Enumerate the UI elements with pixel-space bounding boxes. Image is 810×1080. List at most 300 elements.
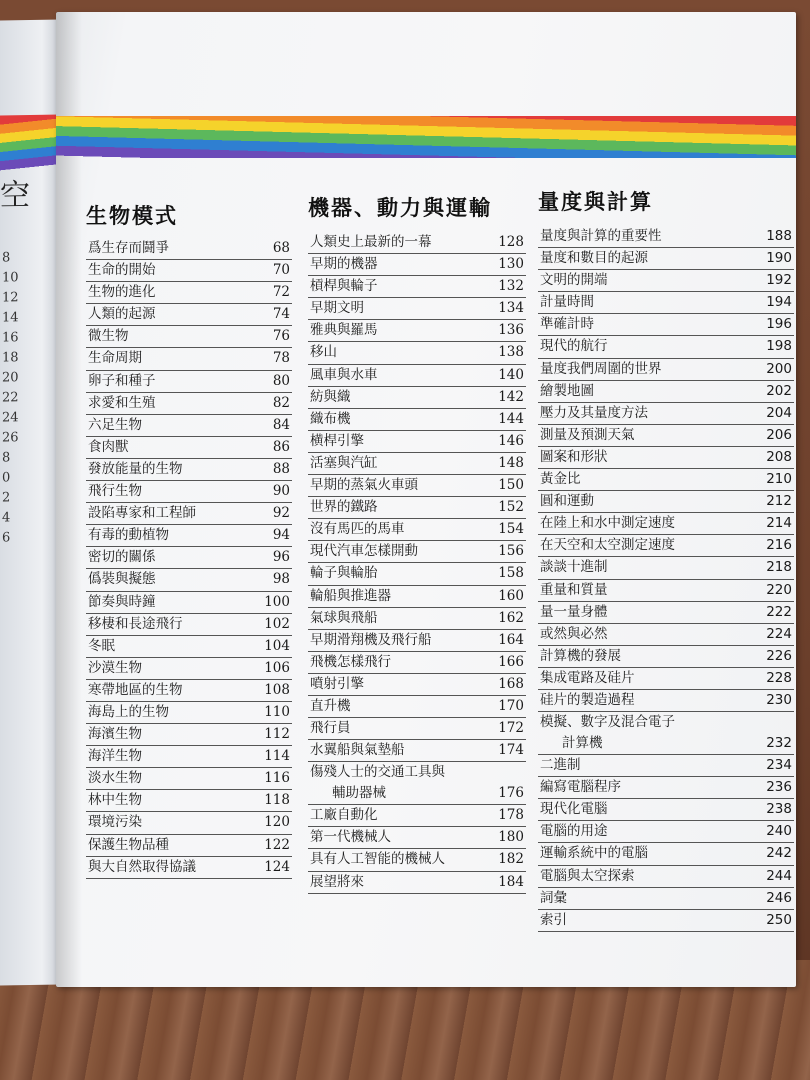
- toc-entry: [86, 260, 292, 282]
- entry-title: 測量及預測天氣: [540, 426, 635, 443]
- toc-entry: [86, 437, 292, 459]
- entry-page-number: 222: [766, 603, 792, 620]
- entry-page-number: 106: [264, 659, 290, 676]
- toc-entry: [308, 232, 526, 254]
- entry-page-number: 210: [766, 471, 792, 488]
- entry-title: 運輸系統中的電腦: [540, 845, 648, 862]
- toc-entry: [86, 658, 292, 680]
- toc-entry: [308, 805, 526, 827]
- entry-title: 生命周期: [88, 350, 142, 367]
- toc-entry: [86, 614, 292, 636]
- entry-page-number: 144: [498, 410, 524, 427]
- entry-page-number: 154: [498, 521, 524, 538]
- entry-title: 早期的蒸氣火車頭: [310, 477, 418, 494]
- entry-page-number: 100: [264, 593, 290, 610]
- entry-title: 現代化電腦: [540, 801, 608, 818]
- entry-title: 量度和數目的起源: [540, 250, 648, 267]
- toc-entry: [538, 336, 794, 358]
- entry-title: 與大自然取得協議: [88, 858, 196, 875]
- toc-entry: [538, 866, 794, 888]
- toc-entry: [538, 469, 794, 491]
- toc-entry: [538, 821, 794, 843]
- toc-entry: [538, 777, 794, 799]
- entry-title: 横桿引擎: [310, 432, 364, 449]
- entry-title: 淡水生物: [88, 770, 142, 787]
- section-machines: [308, 192, 526, 890]
- toc-entry: [86, 592, 292, 614]
- toc-entry: [308, 652, 526, 674]
- entry-page-number: 226: [766, 647, 792, 664]
- entry-title: 輪子與輪胎: [310, 565, 378, 582]
- left-page-numbers: [2, 248, 19, 548]
- toc-entry: [86, 326, 292, 348]
- toc-entry: [538, 425, 794, 447]
- entry-title: 量度與計算的重要性: [540, 228, 662, 244]
- entry-page-number: 132: [498, 278, 524, 295]
- toc-entry: [86, 371, 292, 393]
- toc-entry: [308, 365, 526, 387]
- entry-title: 求愛和生殖: [88, 394, 156, 411]
- entry-page-number: 208: [766, 448, 792, 465]
- entry-title: 海濱生物: [88, 726, 142, 743]
- toc-entry: [538, 270, 794, 292]
- toc-entry: [538, 557, 794, 579]
- entry-page-number: 96: [272, 549, 290, 566]
- entry-page-number: 232: [766, 735, 792, 752]
- entry-page-number: 220: [766, 581, 792, 598]
- entry-title: 沒有馬匹的馬車: [310, 521, 405, 538]
- entry-page-number: 74: [272, 306, 290, 323]
- entry-page-number: 138: [498, 344, 524, 361]
- entry-page-number: 70: [272, 262, 290, 279]
- entry-title: 設陷專家和工程師: [88, 505, 196, 522]
- toc-entry: [308, 254, 526, 276]
- entry-title: 移山: [310, 344, 337, 361]
- entry-page-number: 134: [498, 300, 524, 317]
- toc-entry: [308, 718, 526, 740]
- entry-title: 生物的進化: [88, 284, 156, 301]
- toc-entry: [86, 238, 292, 260]
- entry-page-number: 162: [498, 609, 524, 626]
- entry-title: 第一代機械人: [310, 829, 391, 846]
- entry-page-number: 246: [766, 889, 792, 906]
- left-page-number: 26: [2, 430, 19, 446]
- toc-entry: [538, 359, 794, 381]
- entry-list: [86, 238, 292, 879]
- entry-page-number: 104: [264, 637, 290, 654]
- entry-page-number: 230: [766, 691, 792, 708]
- entry-page-number: 170: [498, 697, 524, 714]
- entry-title: 傷殘人士的交通工具與: [310, 764, 445, 781]
- entry-page-number: 164: [498, 631, 524, 648]
- entry-title: 編寫電腦程序: [540, 779, 621, 796]
- entry-page-number: 78: [272, 350, 290, 367]
- left-page-number: 12: [2, 290, 19, 306]
- entry-page-number: 168: [498, 675, 524, 692]
- entry-page-number: 120: [264, 814, 290, 831]
- toc-entry: [308, 453, 526, 475]
- entry-page-number: 238: [766, 801, 792, 818]
- toc-entry: [308, 276, 526, 298]
- toc-entry: [86, 282, 292, 304]
- entry-title: 活塞與汽缸: [310, 454, 378, 471]
- entry-title: 早期文明: [310, 300, 364, 317]
- toc-entry: [308, 320, 526, 342]
- toc-entry: [538, 226, 794, 248]
- entry-page-number: 130: [498, 256, 524, 273]
- entry-page-number: 212: [766, 493, 792, 510]
- entry-title: 圓和運動: [540, 493, 594, 510]
- entry-page-number: 192: [766, 272, 792, 289]
- entry-page-number: 86: [272, 438, 290, 455]
- entry-title: 量一量身體: [540, 603, 608, 620]
- entry-title: 索引: [540, 911, 567, 928]
- toc-entry: [86, 415, 292, 437]
- entry-title: 水翼船與氣墊船: [310, 742, 405, 759]
- entry-title: 微生物: [88, 328, 129, 345]
- entry-title: 圖案和形狀: [540, 448, 608, 465]
- entry-title: 人類的起源: [88, 306, 156, 323]
- entry-title: 現代汽車怎樣開動: [310, 543, 418, 560]
- toc-entry: [308, 519, 526, 541]
- entry-title: 輪船與推進器: [310, 587, 391, 604]
- entry-title: 節奏與時鐘: [88, 593, 156, 610]
- entry-title: 世界的鐵路: [310, 499, 378, 516]
- entry-title: 風車與水車: [310, 366, 378, 383]
- entry-page-number: 224: [766, 625, 792, 642]
- entry-page-number: 76: [272, 328, 290, 345]
- entry-title: 詞彙: [540, 889, 567, 906]
- toc-entry: [308, 608, 526, 630]
- entry-title: 談談十進制: [540, 559, 608, 576]
- section-title: 量度與計算: [538, 190, 653, 214]
- entry-page-number: 176: [498, 785, 524, 802]
- toc-entry: [308, 872, 526, 894]
- toc-entry: [308, 342, 526, 364]
- entry-page-number: 206: [766, 426, 792, 443]
- entry-page-number: 148: [498, 454, 524, 471]
- entry-title: 電腦的用途: [540, 823, 608, 840]
- toc-entry: [86, 835, 292, 857]
- left-page-number: 20: [2, 370, 19, 386]
- entry-page-number: 216: [766, 537, 792, 554]
- entry-page-number: 202: [766, 382, 792, 399]
- spine-shadow: [56, 12, 82, 987]
- entry-title: 保護生物品種: [88, 836, 169, 853]
- toc-entry: [86, 768, 292, 790]
- entry-title: 槓桿與輪子: [310, 278, 378, 295]
- toc-entry: [538, 668, 794, 690]
- toc-entry: [86, 525, 292, 547]
- entry-title: 寒帶地區的生物: [88, 681, 183, 698]
- entry-page-number: 236: [766, 779, 792, 796]
- toc-entry: [538, 755, 794, 777]
- entry-title: 壓力及其量度方法: [540, 404, 648, 421]
- entry-title: 飛行員: [310, 720, 351, 737]
- entry-page-number: 188: [766, 228, 792, 244]
- entry-title: 卵子和種子: [88, 372, 156, 389]
- entry-title: 移棲和長途飛行: [88, 615, 183, 632]
- entry-page-number: 200: [766, 360, 792, 377]
- toc-entry: [86, 547, 292, 569]
- left-page-number: 24: [2, 410, 19, 426]
- toc-entry: [86, 790, 292, 812]
- toc-entry: [308, 762, 526, 805]
- entry-title: 爲生存而鬪爭: [88, 240, 169, 256]
- toc-entry: [538, 513, 794, 535]
- toc-entry: [86, 746, 292, 768]
- toc-entry: [538, 403, 794, 425]
- entry-page-number: 166: [498, 653, 524, 670]
- toc-entry: [538, 381, 794, 403]
- entry-page-number: 234: [766, 757, 792, 774]
- entry-page-number: 196: [766, 316, 792, 333]
- entry-title: 具有人工智能的機械人: [310, 851, 445, 868]
- entry-title: 環境污染: [88, 814, 142, 831]
- toc-entry: [308, 630, 526, 652]
- toc-entry: [308, 497, 526, 519]
- entry-page-number: 94: [272, 527, 290, 544]
- entry-page-number: 242: [766, 845, 792, 862]
- entry-title: 量度我們周圍的世界: [540, 360, 662, 377]
- toc-entry: [538, 888, 794, 910]
- entry-page-number: 228: [766, 669, 792, 686]
- toc-entry: [86, 393, 292, 415]
- entry-page-number: 250: [766, 911, 792, 928]
- entry-title: 僞裝與擬態: [88, 571, 156, 588]
- entry-title: 食肉獸: [88, 438, 129, 455]
- left-page-number: 8: [2, 450, 11, 466]
- toc-entry: [538, 314, 794, 336]
- entry-page-number: 140: [498, 366, 524, 383]
- toc-entry: [538, 447, 794, 469]
- entry-page-number: 214: [766, 515, 792, 532]
- entry-title: 在陸上和水中測定速度: [540, 515, 675, 532]
- entry-title: 飛機怎樣飛行: [310, 653, 391, 670]
- entry-title-continued: 輔助器械: [332, 785, 386, 802]
- entry-page-number: 114: [264, 748, 290, 765]
- entry-page-number: 150: [498, 477, 524, 494]
- entry-title: 密切的關係: [88, 549, 156, 566]
- contents-page: [56, 12, 796, 987]
- toc-entry: [538, 799, 794, 821]
- entry-page-number: 204: [766, 404, 792, 421]
- left-page-number: 8: [2, 250, 11, 266]
- entry-title: 二進制: [540, 757, 581, 774]
- toc-entry: [538, 624, 794, 646]
- toc-entry: [538, 491, 794, 513]
- entry-page-number: 194: [766, 294, 792, 311]
- entry-title: 現代的航行: [540, 338, 608, 355]
- entry-title: 模擬、數字及混合電子: [540, 714, 675, 731]
- rainbow-stripe: [56, 116, 796, 158]
- entry-title: 雅典與羅馬: [310, 322, 378, 339]
- entry-page-number: 244: [766, 867, 792, 884]
- entry-title: 飛行生物: [88, 483, 142, 500]
- toc-entry: [308, 563, 526, 585]
- entry-title: 或然與必然: [540, 625, 608, 642]
- entry-page-number: 152: [498, 499, 524, 516]
- entry-list: [538, 226, 794, 932]
- entry-page-number: 84: [272, 416, 290, 433]
- toc-entry: [538, 690, 794, 712]
- section-title: 機器、動力與運輸: [308, 196, 492, 220]
- entry-title: 硅片的製造過程: [540, 691, 635, 708]
- entry-title: 集成電路及硅片: [540, 669, 635, 686]
- entry-title: 電腦與太空探索: [540, 867, 635, 884]
- toc-entry: [538, 843, 794, 865]
- entry-title: 直升機: [310, 697, 351, 714]
- entry-page-number: 110: [264, 703, 290, 720]
- entry-page-number: 190: [766, 250, 792, 267]
- toc-entry: [308, 674, 526, 696]
- entry-title: 發放能量的生物: [88, 460, 183, 477]
- toc-entry: [538, 602, 794, 624]
- entry-page-number: 184: [498, 873, 524, 890]
- left-book-page: [0, 19, 62, 985]
- toc-entry: [308, 387, 526, 409]
- toc-entry: [308, 696, 526, 718]
- entry-page-number: 128: [498, 234, 524, 250]
- entry-page-number: 160: [498, 587, 524, 604]
- entry-title: 有毒的動植物: [88, 527, 169, 544]
- toc-entry: [86, 459, 292, 481]
- left-page-heading-char: 空: [0, 178, 30, 214]
- toc-entry: [86, 348, 292, 370]
- section-measurement: [538, 186, 794, 928]
- left-page-number: 10: [2, 270, 19, 286]
- left-page-number: 16: [2, 330, 19, 346]
- entry-title: 紡與織: [310, 388, 351, 405]
- entry-title: 人類史上最新的一幕: [310, 234, 432, 250]
- entry-page-number: 108: [264, 681, 290, 698]
- left-page-number: 4: [2, 510, 11, 526]
- toc-entry: [538, 646, 794, 668]
- left-rainbow-band: [0, 114, 60, 175]
- entry-page-number: 146: [498, 432, 524, 449]
- entry-page-number: 118: [264, 792, 290, 809]
- entry-page-number: 92: [272, 505, 290, 522]
- toc-entry: [538, 248, 794, 270]
- entry-title: 林中生物: [88, 792, 142, 809]
- entry-page-number: 198: [766, 338, 792, 355]
- entry-page-number: 182: [498, 851, 524, 868]
- toc-entry: [308, 586, 526, 608]
- toc-entry: [308, 431, 526, 453]
- toc-entry: [538, 535, 794, 557]
- toc-entry: [308, 475, 526, 497]
- toc-entry: [538, 292, 794, 314]
- toc-entry: [308, 740, 526, 762]
- section-title: 生物模式: [86, 204, 178, 228]
- entry-page-number: 68: [272, 240, 290, 256]
- entry-title: 在天空和太空測定速度: [540, 537, 675, 554]
- toc-entry: [86, 812, 292, 834]
- entry-page-number: 124: [264, 858, 290, 875]
- toc-entry: [86, 569, 292, 591]
- entry-page-number: 142: [498, 388, 524, 405]
- entry-page-number: 218: [766, 559, 792, 576]
- entry-title: 六足生物: [88, 416, 142, 433]
- entry-list: [308, 232, 526, 894]
- toc-entry: [308, 849, 526, 871]
- entry-page-number: 72: [272, 284, 290, 301]
- entry-page-number: 156: [498, 543, 524, 560]
- toc-entry: [86, 857, 292, 879]
- entry-page-number: 102: [264, 615, 290, 632]
- entry-page-number: 122: [264, 836, 290, 853]
- toc-entry: [308, 298, 526, 320]
- toc-entry: [86, 680, 292, 702]
- entry-title: 織布機: [310, 410, 351, 427]
- entry-title: 繪製地圖: [540, 382, 594, 399]
- toc-entry: [86, 724, 292, 746]
- entry-page-number: 112: [264, 726, 290, 743]
- entry-page-number: 90: [272, 483, 290, 500]
- entry-page-number: 178: [498, 807, 524, 824]
- entry-page-number: 180: [498, 829, 524, 846]
- entry-title: 計量時間: [540, 294, 594, 311]
- entry-page-number: 158: [498, 565, 524, 582]
- left-page-number: 6: [2, 530, 11, 546]
- toc-entry: [308, 541, 526, 563]
- toc-entry: [86, 304, 292, 326]
- entry-title: 展望將來: [310, 873, 364, 890]
- entry-title: 計算機的發展: [540, 647, 621, 664]
- entry-title: 沙漠生物: [88, 659, 142, 676]
- toc-entry: [538, 580, 794, 602]
- toc-entry: [538, 910, 794, 932]
- toc-entry: [538, 712, 794, 755]
- entry-title: 工廠自動化: [310, 807, 378, 824]
- entry-title: 早期滑翔機及飛行船: [310, 631, 432, 648]
- entry-title: 海島上的生物: [88, 703, 169, 720]
- entry-page-number: 98: [272, 571, 290, 588]
- entry-page-number: 80: [272, 372, 290, 389]
- left-page-number: 0: [2, 470, 11, 486]
- entry-page-number: 88: [272, 460, 290, 477]
- entry-title: 準確計時: [540, 316, 594, 333]
- entry-title: 重量和質量: [540, 581, 608, 598]
- entry-title: 早期的機器: [310, 256, 378, 273]
- left-page-number: 2: [2, 490, 11, 506]
- entry-page-number: 136: [498, 322, 524, 339]
- entry-title: 海洋生物: [88, 748, 142, 765]
- left-page-number: 14: [2, 310, 19, 326]
- section-biology: [86, 200, 292, 875]
- entry-title: 黃金比: [540, 471, 581, 488]
- toc-entry: [308, 409, 526, 431]
- entry-title: 氣球與飛船: [310, 609, 378, 626]
- left-page-number: 18: [2, 350, 19, 366]
- entry-page-number: 172: [498, 720, 524, 737]
- toc-entry: [86, 636, 292, 658]
- entry-title: 噴射引擎: [310, 675, 364, 692]
- entry-title: 文明的開端: [540, 272, 608, 289]
- entry-title: 冬眠: [88, 637, 115, 654]
- entry-page-number: 174: [498, 742, 524, 759]
- entry-page-number: 116: [264, 770, 290, 787]
- toc-entry: [86, 503, 292, 525]
- toc-entry: [86, 481, 292, 503]
- entry-title-continued: 計算機: [562, 735, 603, 752]
- toc-entry: [308, 827, 526, 849]
- entry-page-number: 240: [766, 823, 792, 840]
- toc-entry: [86, 702, 292, 724]
- left-page-number: 22: [2, 390, 19, 406]
- entry-page-number: 82: [272, 394, 290, 411]
- entry-title: 生命的開始: [88, 262, 156, 279]
